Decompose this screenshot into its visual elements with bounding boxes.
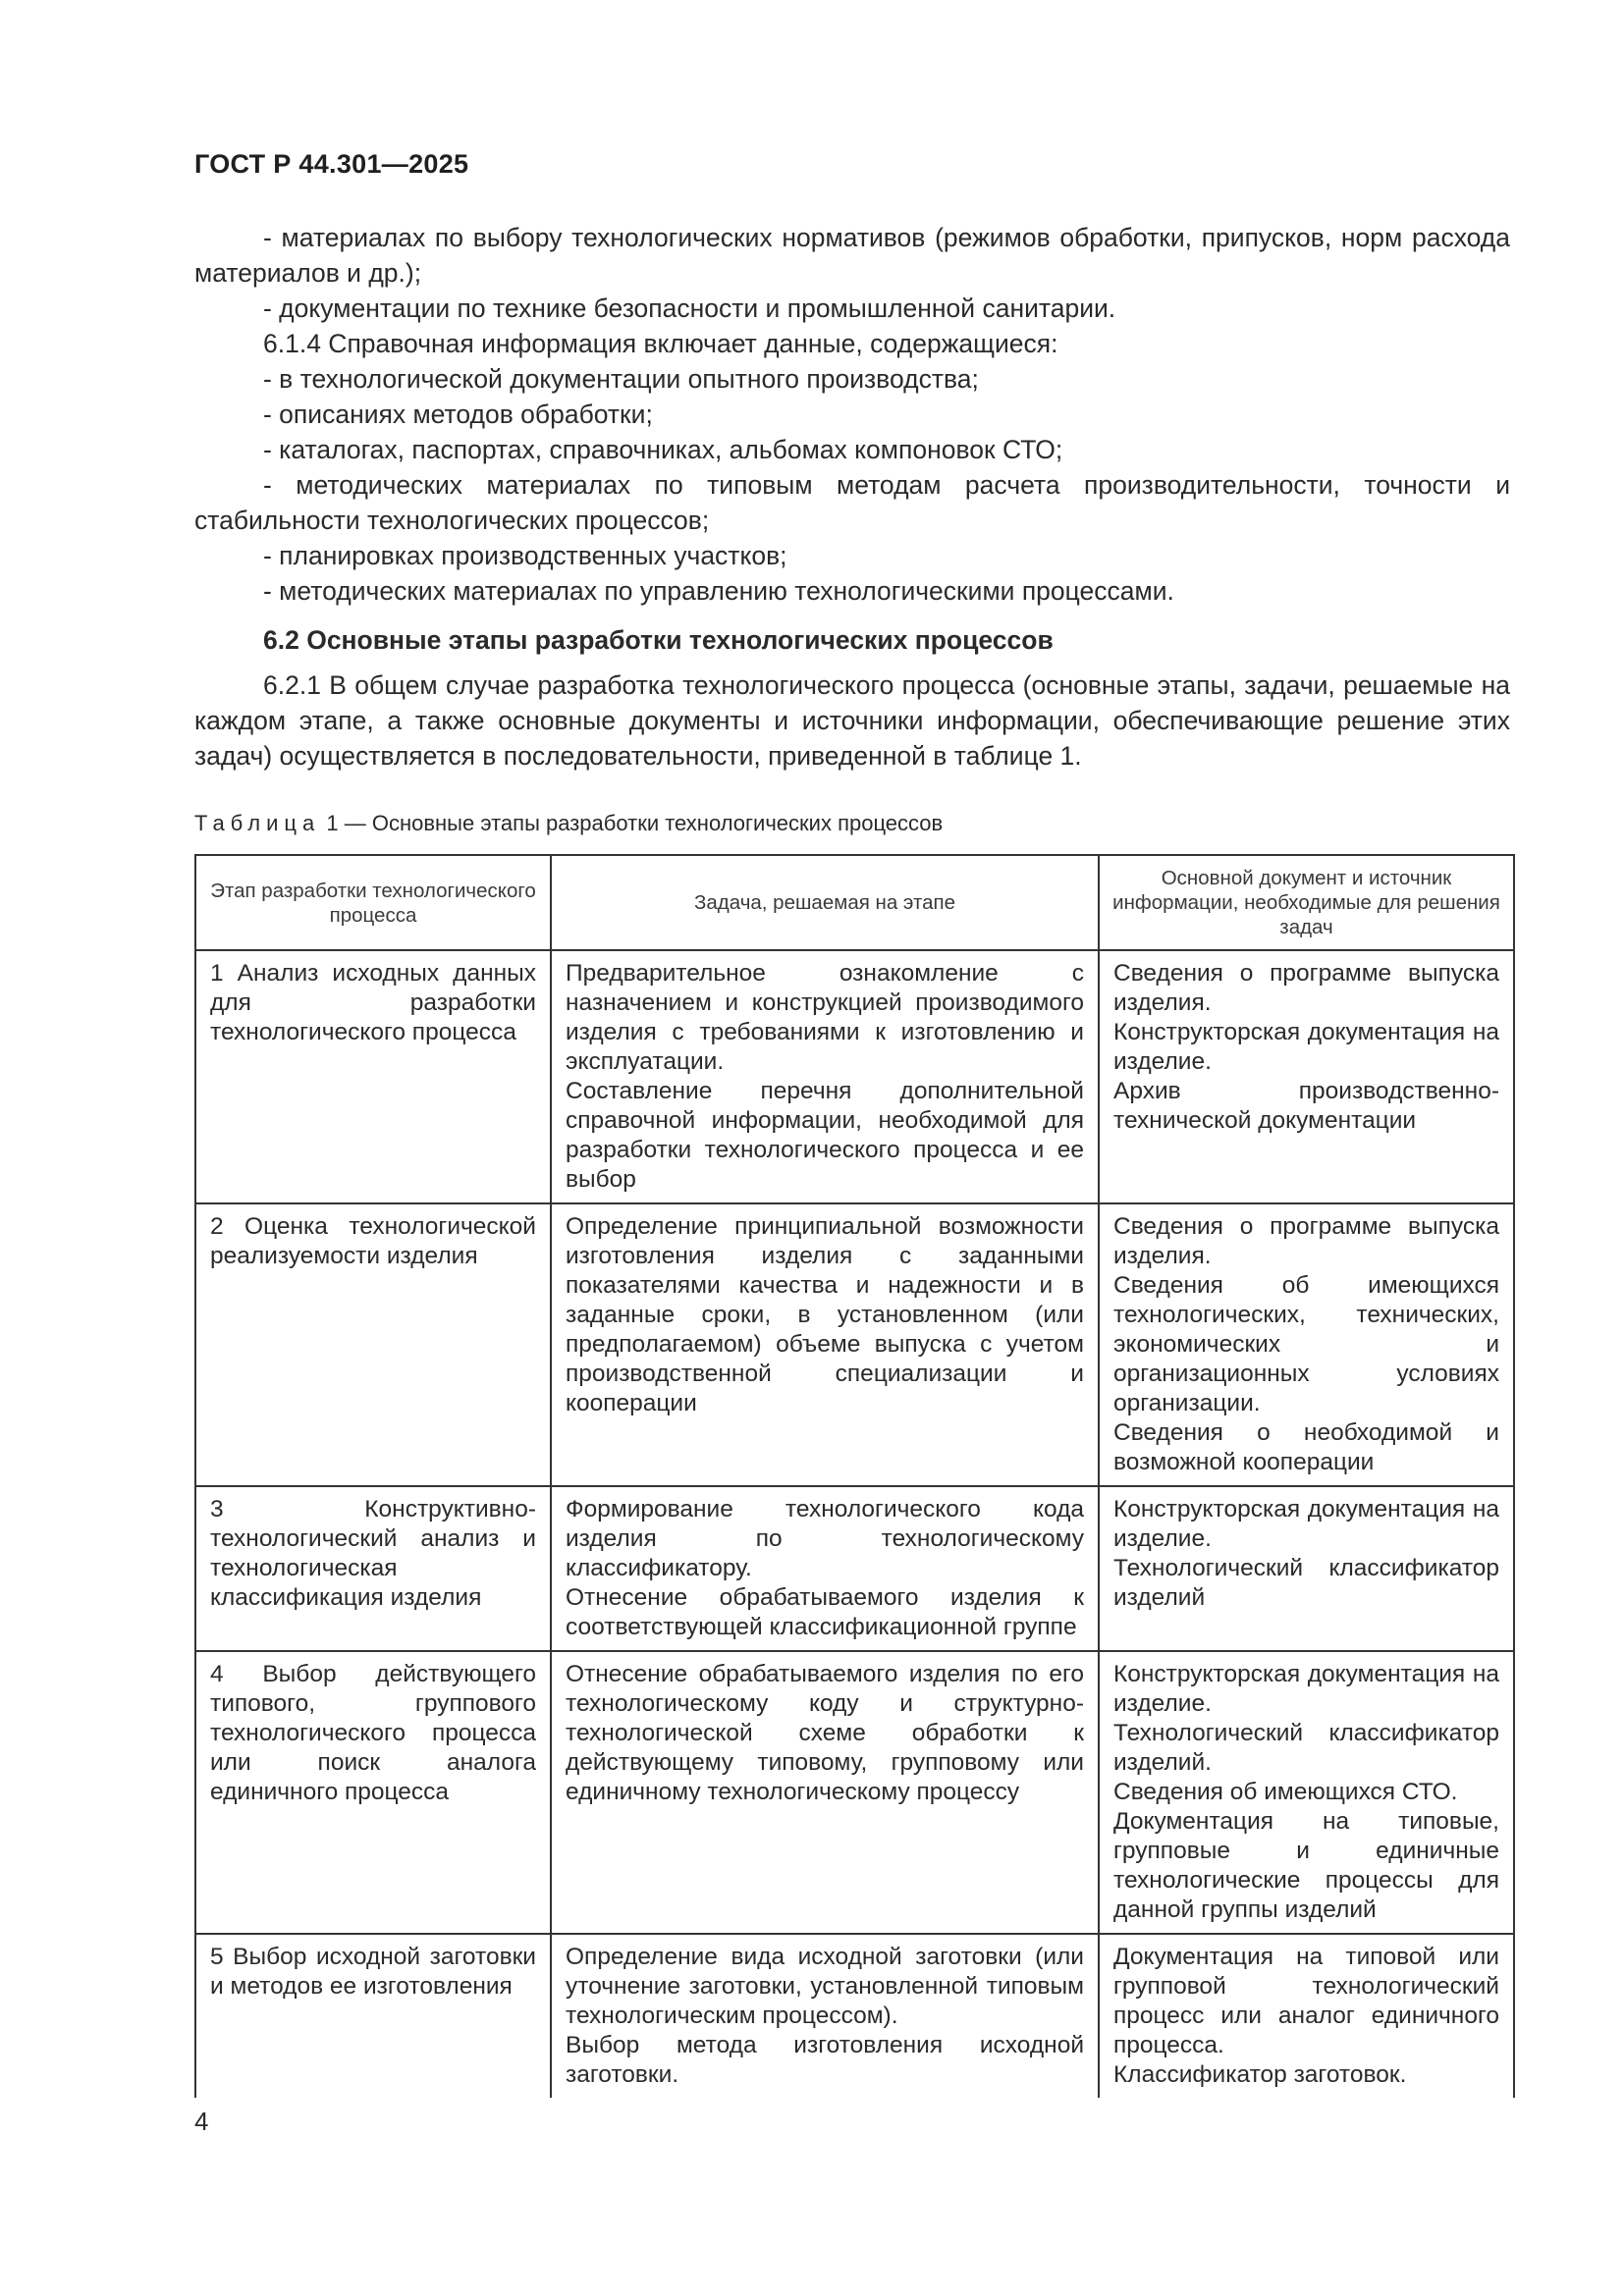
table-header-row xyxy=(195,855,1514,950)
table-row xyxy=(195,1203,1514,1486)
table-caption-title: 1 — Основные этапы разработки технологических процессов xyxy=(326,811,944,835)
stage-cell: 1 Анализ исходных данных для разработки технологического процесса xyxy=(195,950,551,1203)
table-caption-label: Таблица xyxy=(194,811,321,835)
list-item: - в технологической документации опытного производства; xyxy=(263,364,979,394)
table-row xyxy=(195,950,1514,1203)
list-item: - планировках производственных участков; xyxy=(263,541,787,570)
stage-cell: 4 Выбор действующего типового, группового технологического процесса или поиск аналога единичного процесса xyxy=(195,1651,551,1934)
docs-cell: Сведения о программе выпуска изделия. Сведения об имеющихся технологических, технических, экономических и организационных условиях организации. Сведения о необходимой и возможной кооперации xyxy=(1099,1203,1514,1486)
list-item: - каталогах, паспортах, справочниках, альбомах компоновок СТО; xyxy=(263,435,1063,464)
task-cell: Определение вида исходной заготовки (или уточнение заготовки, установленной типовым технологическим процессом). Выбор метода изготовления исходной заготовки. xyxy=(551,1934,1099,2098)
list-item: - методических материалах по типовым методам расчета производительности, точности и стабильности технологических процессов; xyxy=(194,470,1510,535)
task-cell: Отнесение обрабатываемого изделия по его технологическому коду и структурно-технологической схеме обработки к действующему типовому, групповому или единичному технологическому процессу xyxy=(551,1651,1099,1934)
clause-paragraph: 6.1.4 Справочная информация включает данные, содержащиеся: xyxy=(263,329,1058,358)
page-number: 4 xyxy=(194,2107,209,2136)
task-cell: Предварительное ознакомление с назначением и конструкцией производимого изделия с требованиями к изготовлению и эксплуатации. Составление перечня дополнительной справочной информации, необходимой для разработки технологического процесса и ее выбор xyxy=(551,950,1099,1203)
stage-cell: 5 Выбор исходной заготовки и методов ее изготовления xyxy=(195,1934,551,2098)
list-item: - материалах по выбору технологических нормативов (режимов обработки, припусков, норм расхода материалов и др.); xyxy=(194,223,1510,288)
docs-cell: Конструкторская документация на изделие. Технологический классификатор изделий. Сведения об имеющихся СТО. Документация на типовые, групповые и единичные технологические процессы для данной группы изделий xyxy=(1099,1651,1514,1934)
column-header-task: Задача, решаемая на этапе xyxy=(551,855,1099,950)
list-item: - описаниях методов обработки; xyxy=(263,400,653,429)
table-row xyxy=(195,1651,1514,1934)
column-header-docs: Основной документ и источник информации, необходимые для решения задач xyxy=(1099,855,1514,950)
stage-cell: 2 Оценка технологической реализуемости изделия xyxy=(195,1203,551,1486)
docs-cell: Сведения о программе выпуска изделия. Конструкторская документация на изделие. Архив производственно-технической документации xyxy=(1099,950,1514,1203)
docs-cell: Документация на типовой или групповой технологический процесс или аналог единичного процесса. Классификатор заготовок. xyxy=(1099,1934,1514,2098)
body-text xyxy=(194,220,1510,774)
document-header: ГОСТ Р 44.301—2025 xyxy=(194,149,469,179)
task-cell: Определение принципиальной возможности изготовления изделия с заданными показателями качества и надежности и в заданные сроки, в установленном (или предполагаемом) объеме выпуска с учетом производственной специализации и кооперации xyxy=(551,1203,1099,1486)
clause-paragraph: 6.2.1 В общем случае разработка технологического процесса (основные этапы, задачи, решаемые на каждом этапе, а также основные документы и источники информации, обеспечивающие решение этих задач) осуществляется в последовательности, приведенной в таблице 1. xyxy=(194,670,1510,771)
table-row xyxy=(195,1486,1514,1651)
section-heading: 6.2 Основные этапы разработки технологических процессов xyxy=(263,625,1054,655)
docs-cell: Конструкторская документация на изделие. Технологический классификатор изделий xyxy=(1099,1486,1514,1651)
list-item: - методических материалах по управлению технологическими процессами. xyxy=(263,576,1174,606)
table-caption xyxy=(194,811,943,836)
list-item: - документации по технике безопасности и промышленной санитарии. xyxy=(263,294,1116,323)
stages-table xyxy=(194,854,1515,2098)
task-cell: Формирование технологического кода изделия по технологическому классификатору. Отнесение обрабатываемого изделия к соответствующей классификационной группе xyxy=(551,1486,1099,1651)
column-header-stage: Этап разработки технологического процесса xyxy=(195,855,551,950)
stage-cell: 3 Конструктивно-технологический анализ и технологическая классификация изделия xyxy=(195,1486,551,1651)
table-row xyxy=(195,1934,1514,2098)
